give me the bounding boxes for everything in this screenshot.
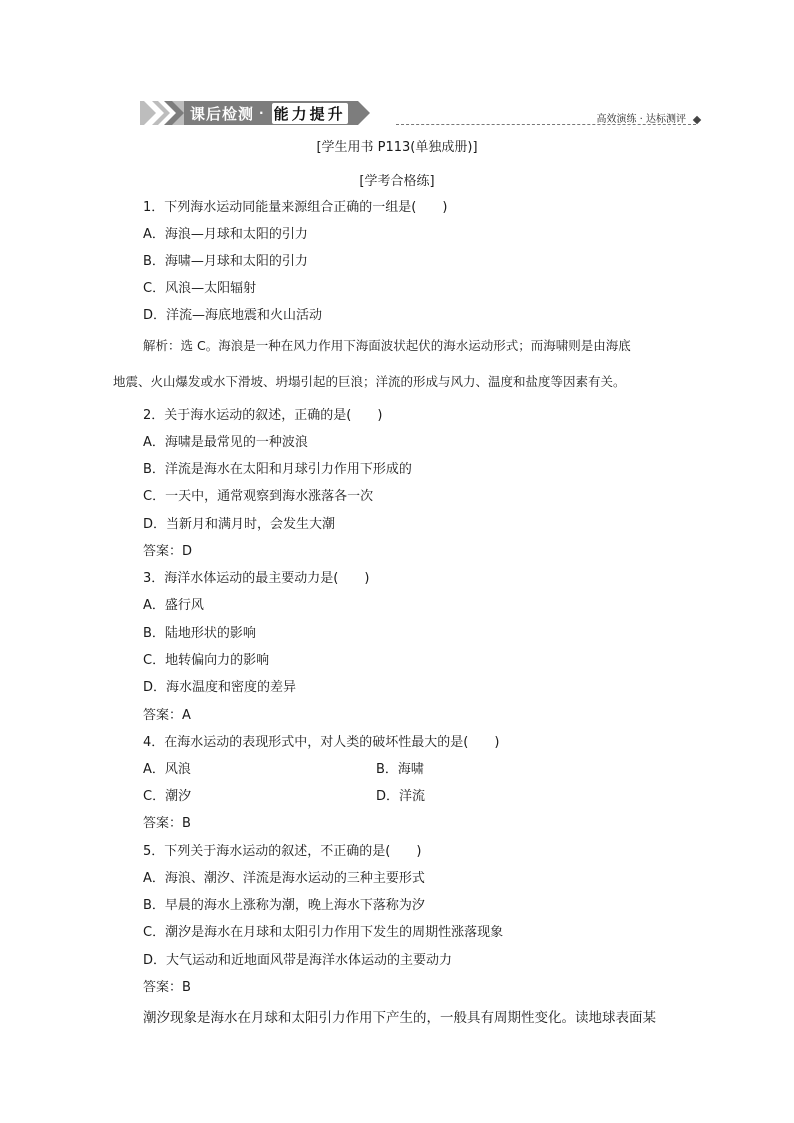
question-4-option-d: D．洋流: [376, 789, 426, 804]
question-1-option-d: D．洋流—海底地震和火山活动: [143, 308, 323, 323]
section-banner: [140, 101, 358, 125]
question-5-stem: 5．下列关于海水运动的叙述，不正确的是( ): [143, 844, 422, 859]
banner-emphasis: 能力提升: [273, 104, 346, 123]
question-1-option-b: B．海啸—月球和太阳的引力: [143, 254, 308, 269]
question-1-option-c: C．风浪—太阳辐射: [143, 281, 257, 296]
passage-intro: 潮汐现象是海水在月球和太阳引力作用下产生的，一般具有周期性变化。读地球表面某: [143, 1010, 656, 1026]
question-5-answer: 答案：B: [143, 980, 191, 995]
question-3-stem: 3．海洋水体运动的最主要动力是( ): [143, 571, 370, 586]
book-reference: [学生用书 P113(单独成册)]: [316, 140, 478, 155]
question-4-option-b: B．海啸: [376, 762, 424, 777]
question-2-option-b: B．洋流是海水在太阳和月球引力作用下形成的: [143, 462, 412, 477]
question-3-option-b: B．陆地形状的影响: [143, 626, 256, 641]
question-1-analysis-line-1: 解析：选 C。海浪是一种在风力作用下海面波状起伏的海水运动形式；而海啸则是由海底: [143, 338, 631, 353]
question-1-option-a: A．海浪—月球和太阳的引力: [143, 227, 308, 242]
question-1-stem: 1．下列海水运动同能量来源组合正确的一组是( ): [143, 200, 448, 215]
diamond-icon: [693, 116, 701, 124]
banner-title: [184, 101, 358, 125]
question-5-option-d: D．大气运动和近地面风带是海洋水体运动的主要动力: [143, 953, 453, 968]
header-right-label: 高效演练 · 达标测评: [596, 114, 686, 125]
question-4-stem: 4．在海水运动的表现形式中，对人类的破坏性最大的是( ): [143, 735, 500, 750]
question-2-option-c: C．一天中，通常观察到海水涨落各一次: [143, 489, 374, 504]
question-1-analysis-line-2: 地震、火山爆发或水下滑坡、坍塌引起的巨浪；洋流的形成与风力、温度和盐度等因素有关。: [113, 374, 626, 389]
question-4-answer: 答案：B: [143, 816, 191, 831]
question-3-option-d: D．海水温度和密度的差异: [143, 680, 297, 695]
question-2-answer: 答案：D: [143, 544, 193, 559]
question-2-option-a: A．海啸是最常见的一种波浪: [143, 435, 308, 450]
section-heading: [学考合格练]: [359, 174, 435, 189]
banner-dot: ·: [259, 106, 265, 120]
question-2-stem: 2．关于海水运动的叙述，正确的是( ): [143, 408, 383, 423]
question-4-option-c: C．潮汐: [143, 789, 192, 804]
question-5-option-c: C．潮汐是海水在月球和太阳引力作用下发生的周期性涨落现象: [143, 925, 504, 940]
banner-title-text: 课后检测: [190, 104, 255, 123]
question-5-option-b: B．早晨的海水上涨称为潮，晚上海水下落称为汐: [143, 898, 425, 913]
question-2-option-d: D．当新月和满月时，会发生大潮: [143, 517, 336, 532]
question-3-option-c: C．地转偏向力的影响: [143, 653, 270, 668]
double-chevron-icon: [140, 101, 184, 125]
question-4-option-a: A．风浪: [143, 762, 191, 777]
question-3-option-a: A．盛行风: [143, 598, 204, 613]
question-3-answer: 答案：A: [143, 708, 191, 723]
question-5-option-a: A．海浪、潮汐、洋流是海水运动的三种主要形式: [143, 871, 425, 886]
